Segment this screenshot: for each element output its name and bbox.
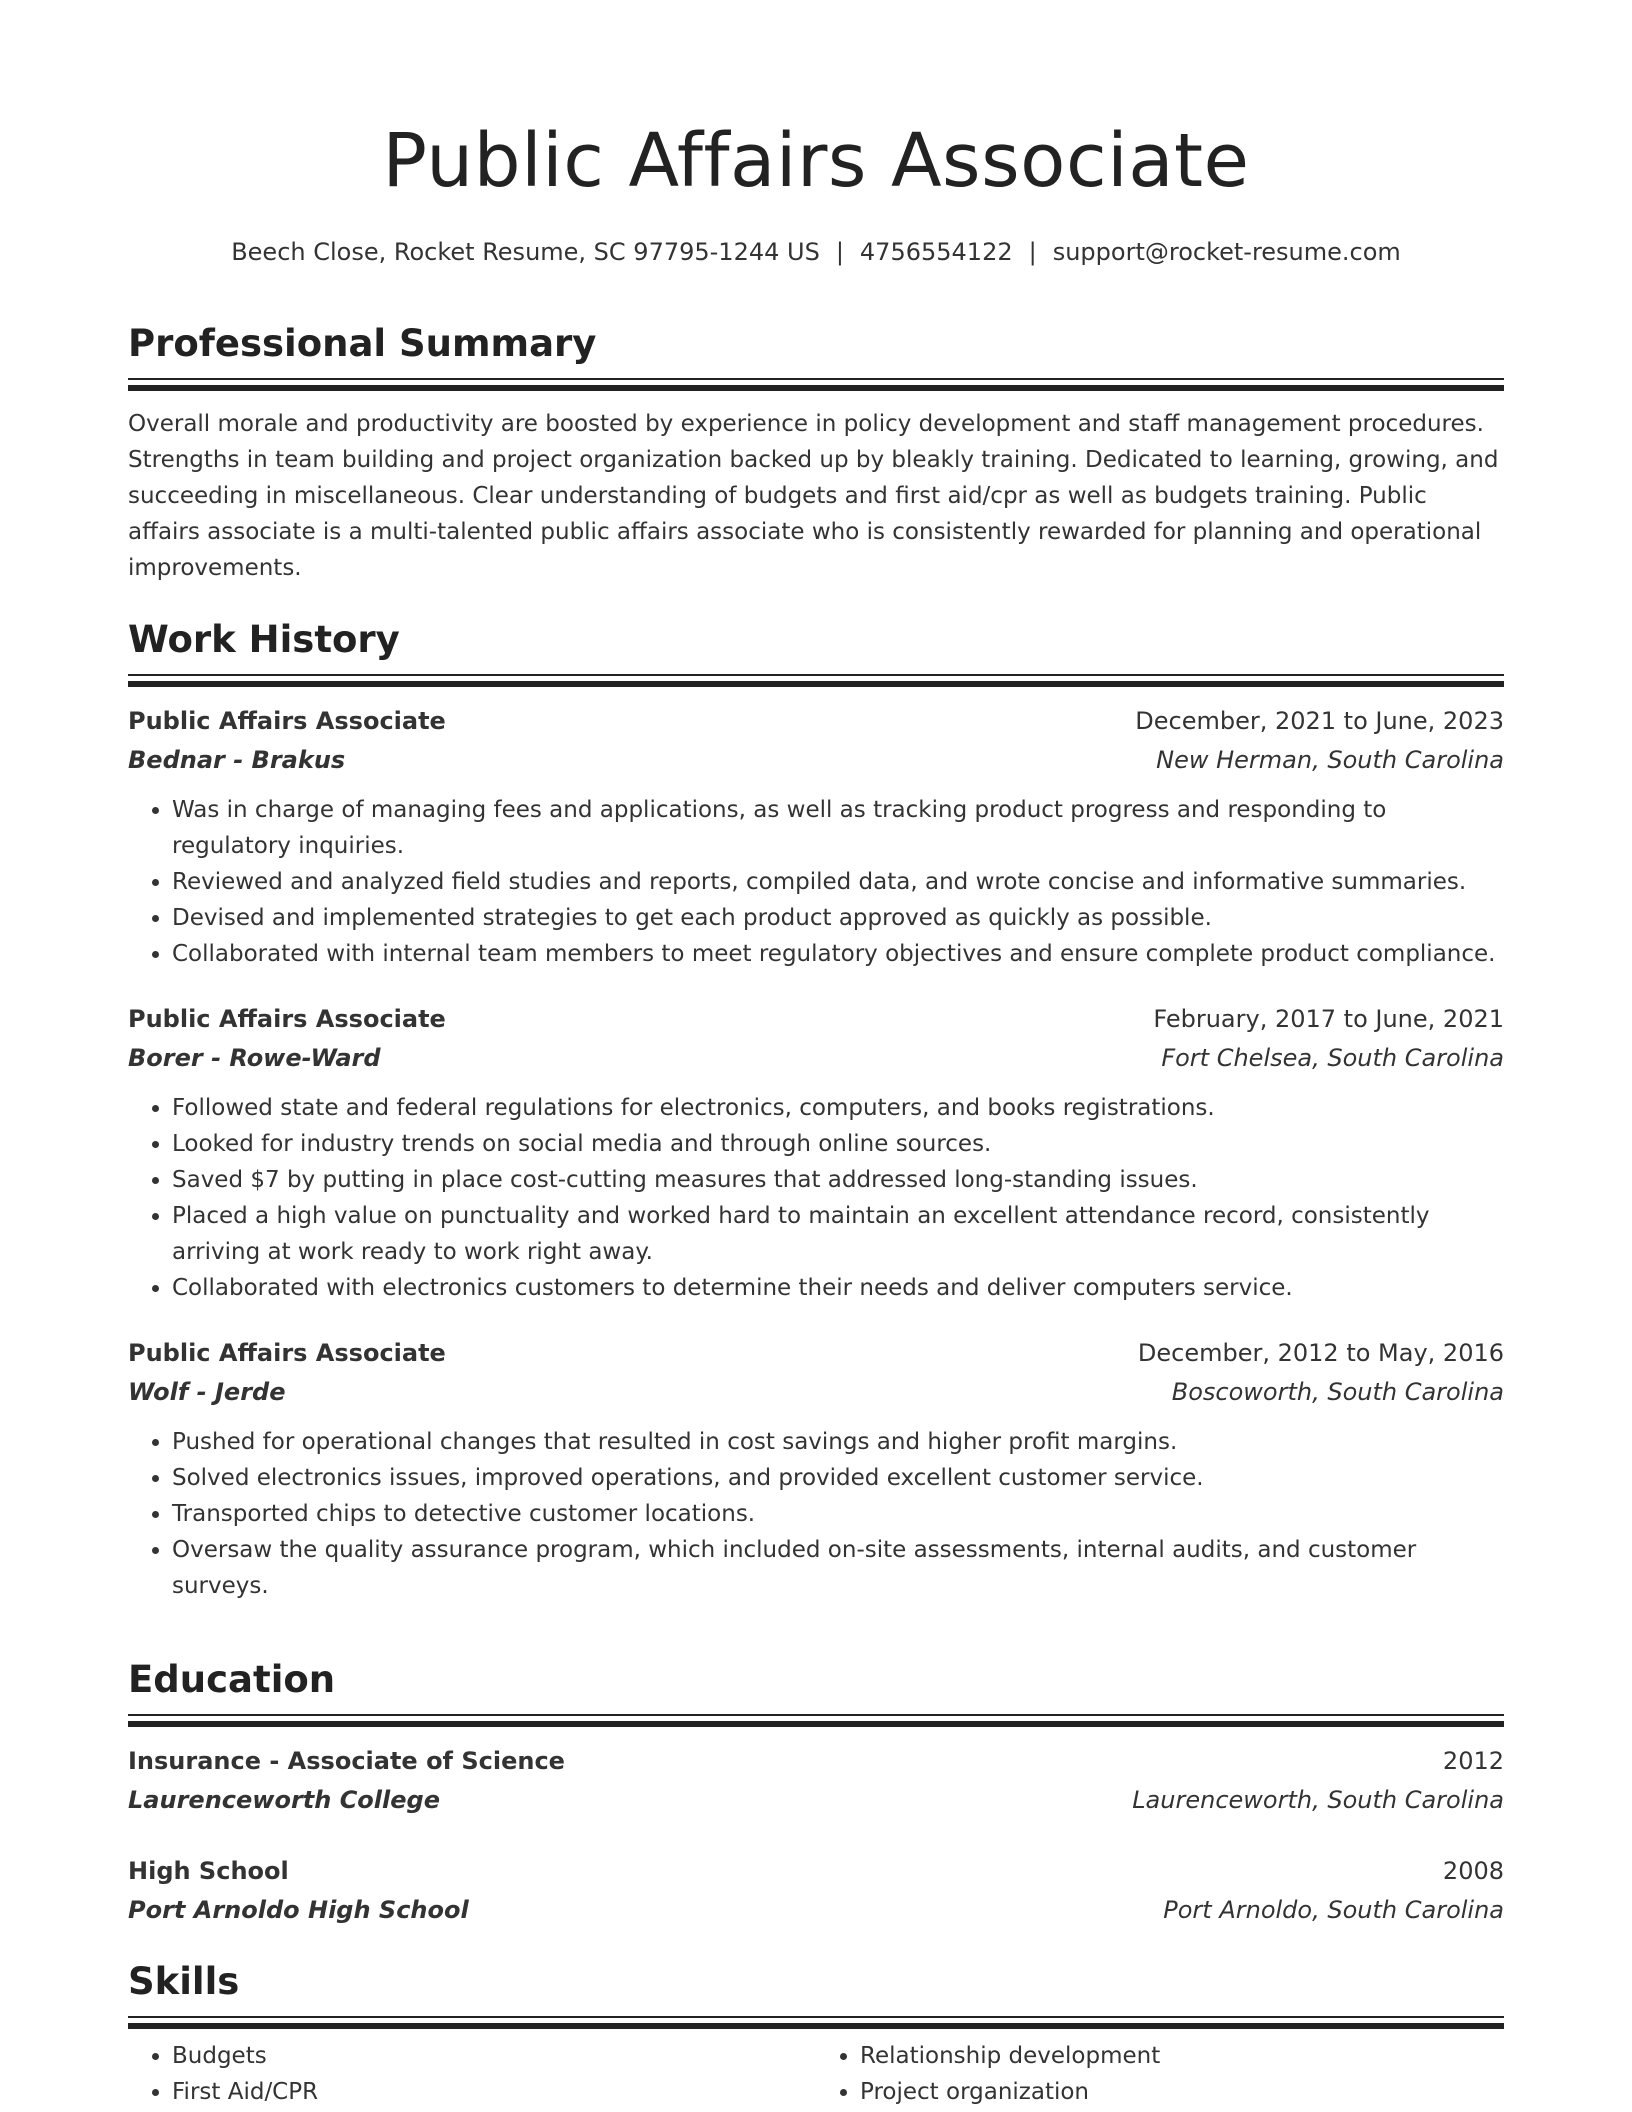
list-item: • Oversaw the quality assurance program, which included on-site assessments, internal audits, and customer surveys. [172,1532,1504,1604]
education-entry [128,1852,1504,1930]
education-degree: Insurance - Associate of Science [128,1747,565,1775]
job-company: Wolf - Jerde [128,1378,286,1406]
list-item: • Budgets [172,2038,816,2074]
list-item: • First Aid/CPR [172,2074,816,2110]
contact-phone: 4756554122 [859,238,1013,266]
education-year: 2008 [1442,1857,1504,1885]
section-divider [128,1714,1504,1728]
job-title: Public Affairs Associate [128,1339,446,1367]
list-item: • Relationship development [860,2038,1504,2074]
job-location: New Herman, South Carolina [1156,746,1504,774]
skills-columns [128,2038,1504,2110]
job-dates: December, 2021 to June, 2023 [1135,707,1504,735]
contact-email: support@rocket-resume.com [1052,238,1401,266]
job-entry [128,1000,1504,1306]
education-entry [128,1742,1504,1820]
section-divider [128,378,1504,392]
section-heading: Professional Summary [128,322,597,365]
skills-section [128,1958,1504,2110]
list-item: • Collaborated with electronics customers to determine their needs and deliver computers service. [172,1270,1504,1306]
section-heading: Education [128,1658,336,1701]
list-item: • Followed state and federal regulations for electronics, computers, and books registrations. [172,1090,1504,1126]
section-divider [128,674,1504,688]
job-bullets [128,1424,1504,1604]
summary-text: Overall morale and productivity are boosted by experience in policy development and staff management procedures. Strengths in team building and project organization backed up by bleakly training. Dedicated to learning, growing, and succeeding in miscellaneous. Clear understanding of budgets and first aid/cpr as well as budgets training. Public affairs associate is a multi-talented public affairs associate who is consistently rewarded for planning and operational improvements. [128,411,1499,581]
list-item: • Saved $7 by putting in place cost-cutting measures that addressed long-standing issues. [172,1162,1504,1198]
job-company: Bednar - Brakus [128,746,346,774]
job-title: Public Affairs Associate [128,1005,446,1033]
section-heading: Work History [128,618,400,661]
contact-address: Beech Close, Rocket Resume, SC 97795-1244 US [231,238,820,266]
job-title: Public Affairs Associate [128,707,446,735]
education-location: Port Arnoldo, South Carolina [1163,1896,1504,1924]
job-bullets [128,792,1504,972]
job-entry [128,1334,1504,1604]
section-heading: Skills [128,1960,240,2003]
list-item: • Project organization [860,2074,1504,2110]
list-item: • Pushed for operational changes that resulted in cost savings and higher profit margins. [172,1424,1504,1460]
contact-separator: | [835,238,844,266]
education-school: Laurenceworth College [128,1786,440,1814]
list-item: • Placed a high value on punctuality and worked hard to maintain an excellent attendance record, consistently arriving at work ready to work right away. [172,1198,1504,1270]
list-item: • Transported chips to detective customer locations. [172,1496,1504,1532]
list-item: • Solved electronics issues, improved operations, and provided excellent customer service. [172,1460,1504,1496]
education-section [128,1656,1504,1930]
resume-name: Public Affairs Associate [382,118,1250,204]
list-item: • Devised and implemented strategies to get each product approved as quickly as possible. [172,900,1504,936]
contact-line [0,238,1632,266]
education-degree: High School [128,1857,289,1885]
job-dates: February, 2017 to June, 2021 [1153,1005,1504,1033]
skills-list-left [128,2038,816,2110]
work-history-section [128,616,1504,1604]
job-location: Fort Chelsea, South Carolina [1161,1044,1504,1072]
list-item: • Collaborated with internal team members to meet regulatory objectives and ensure complete product compliance. [172,936,1504,972]
job-dates: December, 2012 to May, 2016 [1137,1339,1504,1367]
summary-section [128,320,1504,586]
job-location: Boscoworth, South Carolina [1171,1378,1504,1406]
skills-list-right [816,2038,1504,2110]
job-company: Borer - Rowe-Ward [128,1044,381,1072]
list-item: • Looked for industry trends on social media and through online sources. [172,1126,1504,1162]
contact-separator: | [1028,238,1037,266]
section-divider [128,2016,1504,2030]
education-location: Laurenceworth, South Carolina [1132,1786,1504,1814]
job-bullets [128,1090,1504,1306]
education-school: Port Arnoldo High School [128,1896,469,1924]
education-year: 2012 [1442,1747,1504,1775]
list-item: • Reviewed and analyzed field studies and reports, compiled data, and wrote concise and informative summaries. [172,864,1504,900]
list-item: • Was in charge of managing fees and applications, as well as tracking product progress and responding to regulatory inquiries. [172,792,1504,864]
job-entry [128,702,1504,972]
